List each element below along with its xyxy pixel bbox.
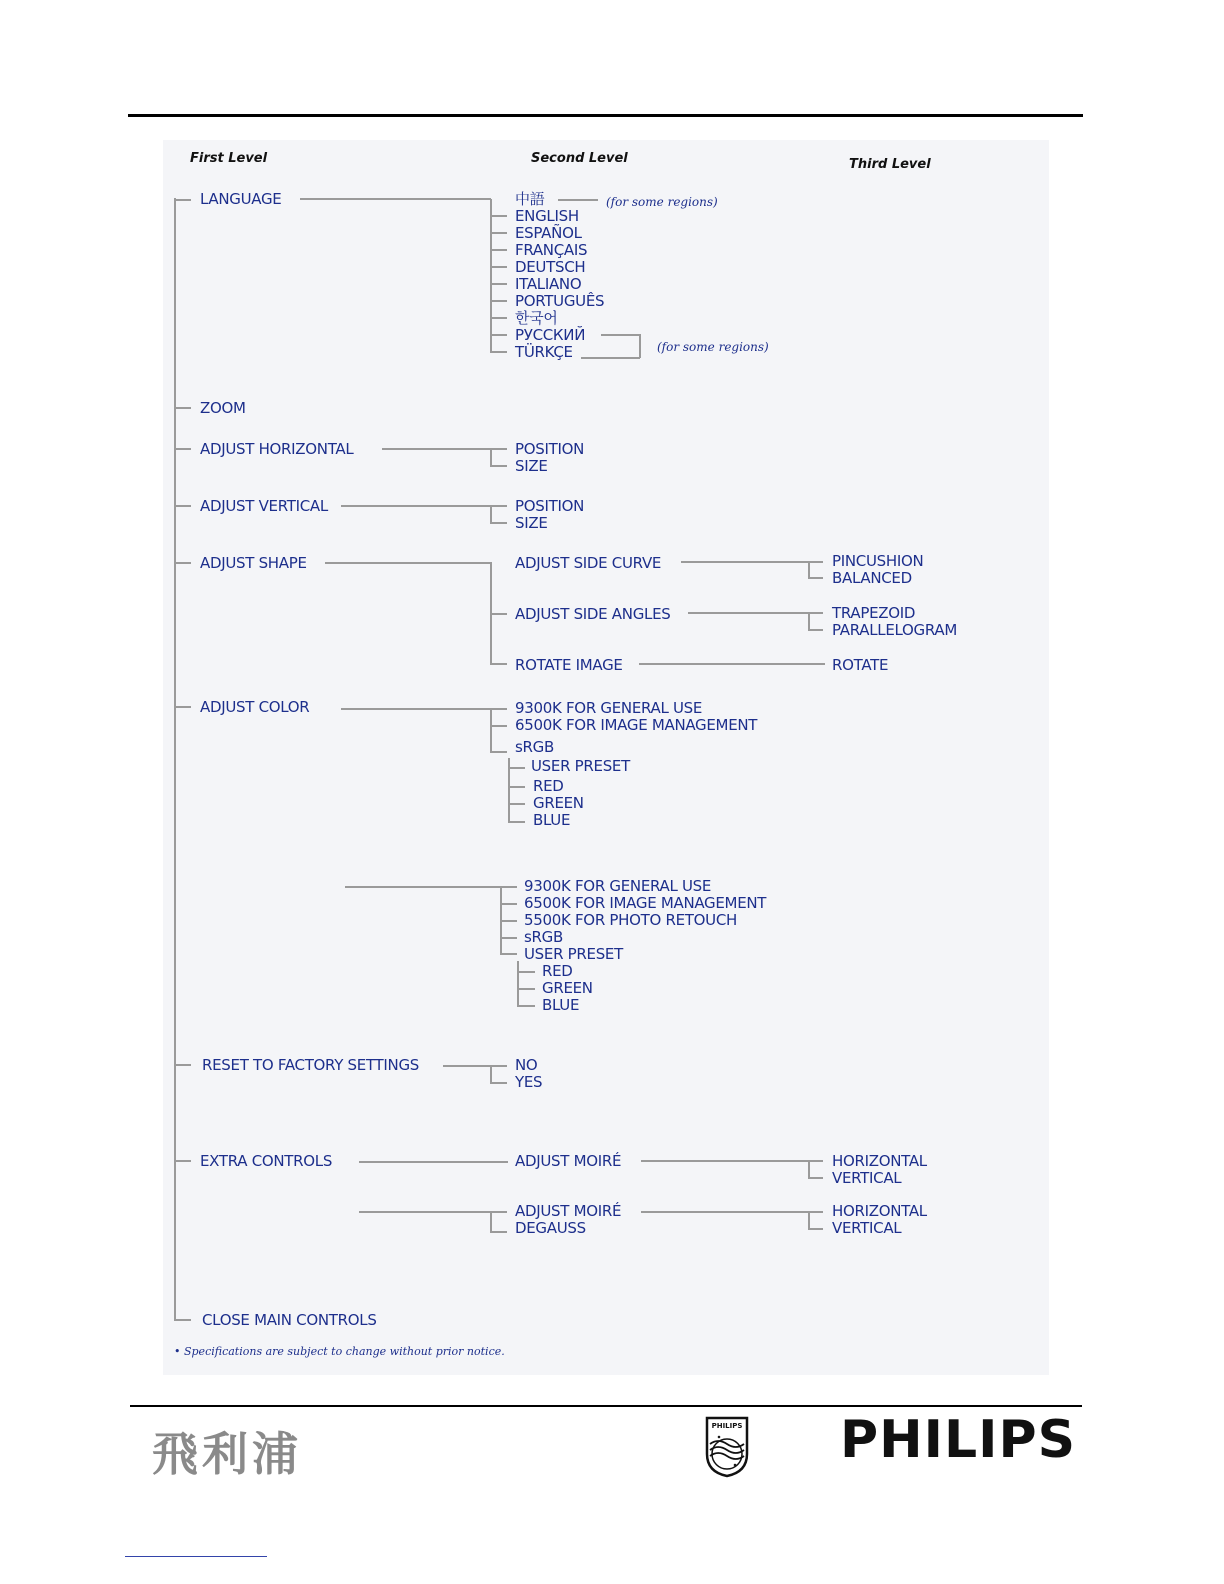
philips-wordmark: PHILIPS bbox=[840, 1410, 1077, 1470]
adjust-horizontal-item: ADJUST HORIZONTAL bbox=[200, 440, 354, 458]
philips-shield-icon bbox=[704, 1416, 750, 1478]
side-curve-option: PINCUSHION bbox=[832, 552, 924, 570]
vertical-option: POSITION bbox=[515, 497, 585, 515]
color-sub-option: GREEN bbox=[533, 794, 584, 812]
reset-item: RESET TO FACTORY SETTINGS bbox=[202, 1056, 420, 1074]
color-sub-option: RED bbox=[533, 777, 564, 795]
moire-option: VERTICAL bbox=[832, 1169, 902, 1187]
color-option: 9300K FOR GENERAL USE bbox=[515, 699, 703, 717]
third-level-heading: Third Level bbox=[849, 157, 931, 172]
bottom-rule bbox=[130, 1405, 1082, 1407]
language-option: FRANÇAIS bbox=[515, 241, 588, 259]
color-option: 6500K FOR IMAGE MANAGEMENT bbox=[515, 716, 758, 734]
menu-tree-diagram bbox=[163, 140, 1049, 1375]
language-option: TÜRKÇE bbox=[515, 343, 573, 361]
language-option: 中語 bbox=[515, 190, 545, 208]
moire-option: VERTICAL bbox=[832, 1219, 902, 1237]
degauss-item: DEGAUSS bbox=[515, 1219, 586, 1237]
color-option: sRGB bbox=[524, 928, 563, 946]
side-angles-option: PARALLELOGRAM bbox=[832, 621, 957, 639]
language-option: ENGLISH bbox=[515, 207, 579, 225]
side-angles-item: ADJUST SIDE ANGLES bbox=[515, 605, 671, 623]
adjust-vertical-item: ADJUST VERTICAL bbox=[200, 497, 328, 515]
color-option: 9300K FOR GENERAL USE bbox=[524, 877, 712, 895]
color-option: sRGB bbox=[515, 738, 554, 756]
color-option: USER PRESET bbox=[524, 945, 623, 963]
color-sub-option: USER PRESET bbox=[531, 757, 630, 775]
language-option: DEUTSCH bbox=[515, 258, 586, 276]
zoom-item: ZOOM bbox=[200, 399, 246, 417]
extra-controls-item: EXTRA CONTROLS bbox=[200, 1152, 333, 1170]
language-option: ITALIANO bbox=[515, 275, 582, 293]
color-sub-option: BLUE bbox=[533, 811, 571, 829]
close-main-controls-item: CLOSE MAIN CONTROLS bbox=[202, 1311, 377, 1329]
chinese-brand-logo: 飛利浦 bbox=[152, 1427, 302, 1481]
language-option: PORTUGUÊS bbox=[515, 292, 605, 310]
region-note: (for some regions) bbox=[657, 340, 769, 354]
color-sub-option: RED bbox=[542, 962, 573, 980]
moire-option: HORIZONTAL bbox=[832, 1152, 927, 1170]
adjust-color-item: ADJUST COLOR bbox=[200, 698, 310, 716]
shield-wordmark: PHILIPS bbox=[711, 1422, 743, 1430]
side-angles-option: TRAPEZOID bbox=[832, 604, 916, 622]
side-curve-option: BALANCED bbox=[832, 569, 912, 587]
language-option: РУССКИЙ bbox=[515, 326, 586, 344]
color-sub-option: BLUE bbox=[542, 996, 580, 1014]
moire-option: HORIZONTAL bbox=[832, 1202, 927, 1220]
page-link-underline[interactable] bbox=[125, 1556, 267, 1557]
color-option: 6500K FOR IMAGE MANAGEMENT bbox=[524, 894, 767, 912]
language-option: ESPAÑOL bbox=[515, 224, 582, 242]
rotate-image-item: ROTATE IMAGE bbox=[515, 656, 623, 674]
first-level-heading: First Level bbox=[190, 151, 268, 166]
top-rule bbox=[128, 114, 1083, 117]
color-option: 5500K FOR PHOTO RETOUCH bbox=[524, 911, 737, 929]
rotate-option: ROTATE bbox=[832, 656, 889, 674]
language-option: 한국어 bbox=[515, 309, 558, 327]
adjust-moire-item: ADJUST MOIRÉ bbox=[515, 1202, 622, 1220]
side-curve-item: ADJUST SIDE CURVE bbox=[515, 554, 662, 572]
footnote: • Specifications are subject to change without prior notice. bbox=[174, 1345, 505, 1358]
color-sub-option: GREEN bbox=[542, 979, 593, 997]
region-note: (for some regions) bbox=[606, 195, 718, 209]
horizontal-option: POSITION bbox=[515, 440, 585, 458]
horizontal-option: SIZE bbox=[515, 457, 548, 475]
adjust-moire-item: ADJUST MOIRÉ bbox=[515, 1152, 622, 1170]
vertical-option: SIZE bbox=[515, 514, 548, 532]
reset-option: NO bbox=[515, 1056, 538, 1074]
adjust-shape-item: ADJUST SHAPE bbox=[200, 554, 307, 572]
second-level-heading: Second Level bbox=[531, 151, 628, 166]
reset-option: YES bbox=[515, 1073, 543, 1091]
language-item: LANGUAGE bbox=[200, 190, 282, 208]
